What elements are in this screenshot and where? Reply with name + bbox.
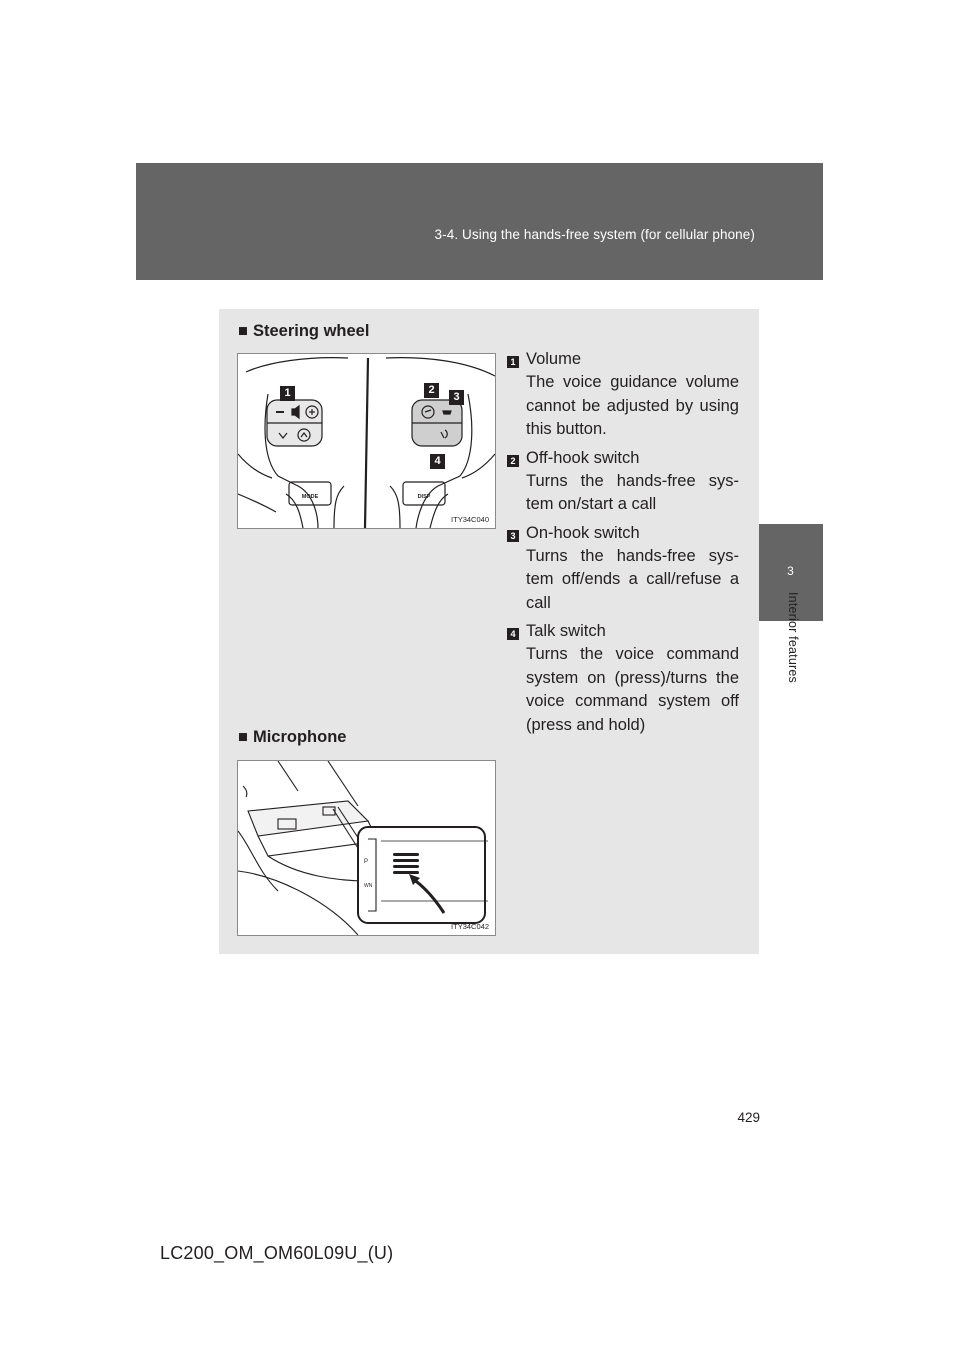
item-badge: 3 (507, 530, 519, 542)
disp-button-label: DISP (417, 494, 431, 500)
steering-wheel-heading (238, 322, 369, 341)
microphone-heading (238, 728, 346, 747)
chapter-label: Interior features (786, 592, 800, 683)
item-description: Turns the hands-free sys-tem on/start a call (526, 471, 739, 513)
heading-bullet: ■ (238, 728, 248, 746)
section-title: 3-4. Using the hands-free system (for cellular phone) (434, 227, 755, 242)
item-badge: 2 (507, 455, 519, 467)
microphone-illustration (238, 761, 495, 935)
chapter-number: 3 (787, 564, 794, 578)
list-item (507, 521, 739, 616)
item-badge: 4 (507, 628, 519, 640)
mode-button-label: MODE (301, 494, 319, 500)
steering-wheel-heading-text: Steering wheel (252, 322, 370, 340)
console-p-label: P (364, 859, 369, 865)
heading-bullet: ■ (238, 322, 248, 340)
callout-4-badge: 4 (430, 454, 445, 469)
figure-code: ITY34C040 (451, 515, 489, 524)
page-number: 429 (737, 1110, 760, 1125)
callout-1-badge: 1 (280, 386, 295, 401)
item-title: On-hook switch (526, 523, 640, 542)
list-item (507, 347, 739, 442)
list-item (507, 619, 739, 737)
callout-3-badge: 3 (449, 390, 464, 405)
switch-description-list (507, 347, 739, 737)
item-title: Off-hook switch (526, 448, 640, 467)
item-description: Turns the voice command system on (press)/turns the voice command system off (press and hold) (526, 645, 739, 734)
item-description: The voice guidance volume cannot be adjusted by using this button. (526, 373, 739, 438)
callout-2-badge: 2 (424, 383, 439, 398)
microphone-heading-text: Microphone (252, 728, 347, 746)
steering-wheel-figure (237, 353, 496, 529)
item-description: Turns the hands-free sys-tem off/ends a call/refuse a call (526, 546, 739, 612)
list-item (507, 446, 739, 517)
document-code: LC200_OM_OM60L09U_(U) (160, 1243, 394, 1263)
figure-code: ITY34C042 (451, 922, 489, 931)
item-badge: 1 (507, 356, 519, 368)
item-title: Talk switch (526, 622, 606, 640)
microphone-figure (237, 760, 496, 936)
item-title: Volume (526, 350, 582, 368)
section-header-bar (136, 163, 823, 280)
steering-wheel-illustration (238, 354, 495, 528)
console-wn-label: WN (364, 883, 373, 889)
